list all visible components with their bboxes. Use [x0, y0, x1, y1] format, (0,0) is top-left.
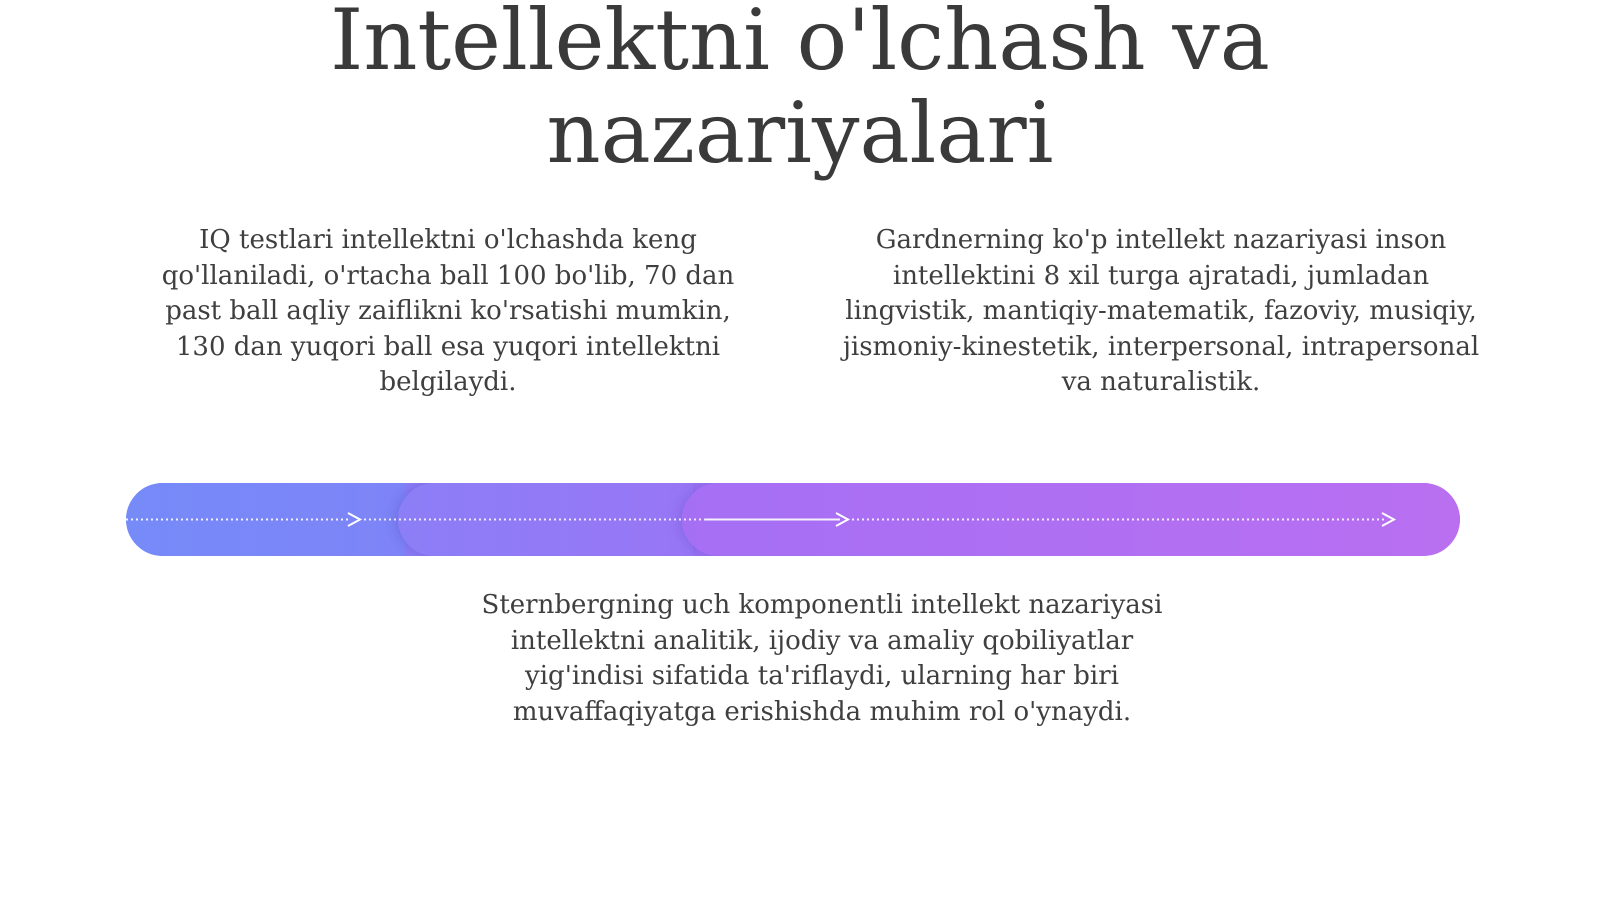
sternberg-paragraph: Sternbergning uch komponentli intellekt nazariyasi intellektni analitik, ijodiy va amaliy qobiliyatlar yig'indisi sifatida ta'riflaydi, ularning har biri muvaffaqiyatga erishishda muhim rol o'ynaydi. — [481, 590, 1163, 727]
timeline-bar — [126, 483, 1460, 556]
iq-tests-paragraph: IQ testlari intellektni o'lchashda keng qo'llaniladi, o'rtacha ball 100 bo'lib, 70 dan past ball aqliy zaiflikni ko'rsatishi mumkin, 130 dan yuqori ball esa yuqori intellektni belgilaydi. — [161, 225, 735, 397]
timeline-arrows — [126, 483, 1460, 556]
title-line-1: Intellektni o'lchash va — [330, 0, 1270, 89]
gardner-paragraph: Gardnerning ko'p intellekt nazariyasi inson intellektini 8 xil turga ajratadi, jumladan lingvistik, mantiqiy-matematik, fazoviy, musiqiy, jismoniy-kinestetik, interpersonal, intrapersonal va naturalistik. — [842, 225, 1480, 397]
title-line-2: nazariyalari — [546, 84, 1054, 182]
timeline-arrowhead-1 — [348, 513, 360, 526]
slide-title — [0, 0, 1600, 180]
